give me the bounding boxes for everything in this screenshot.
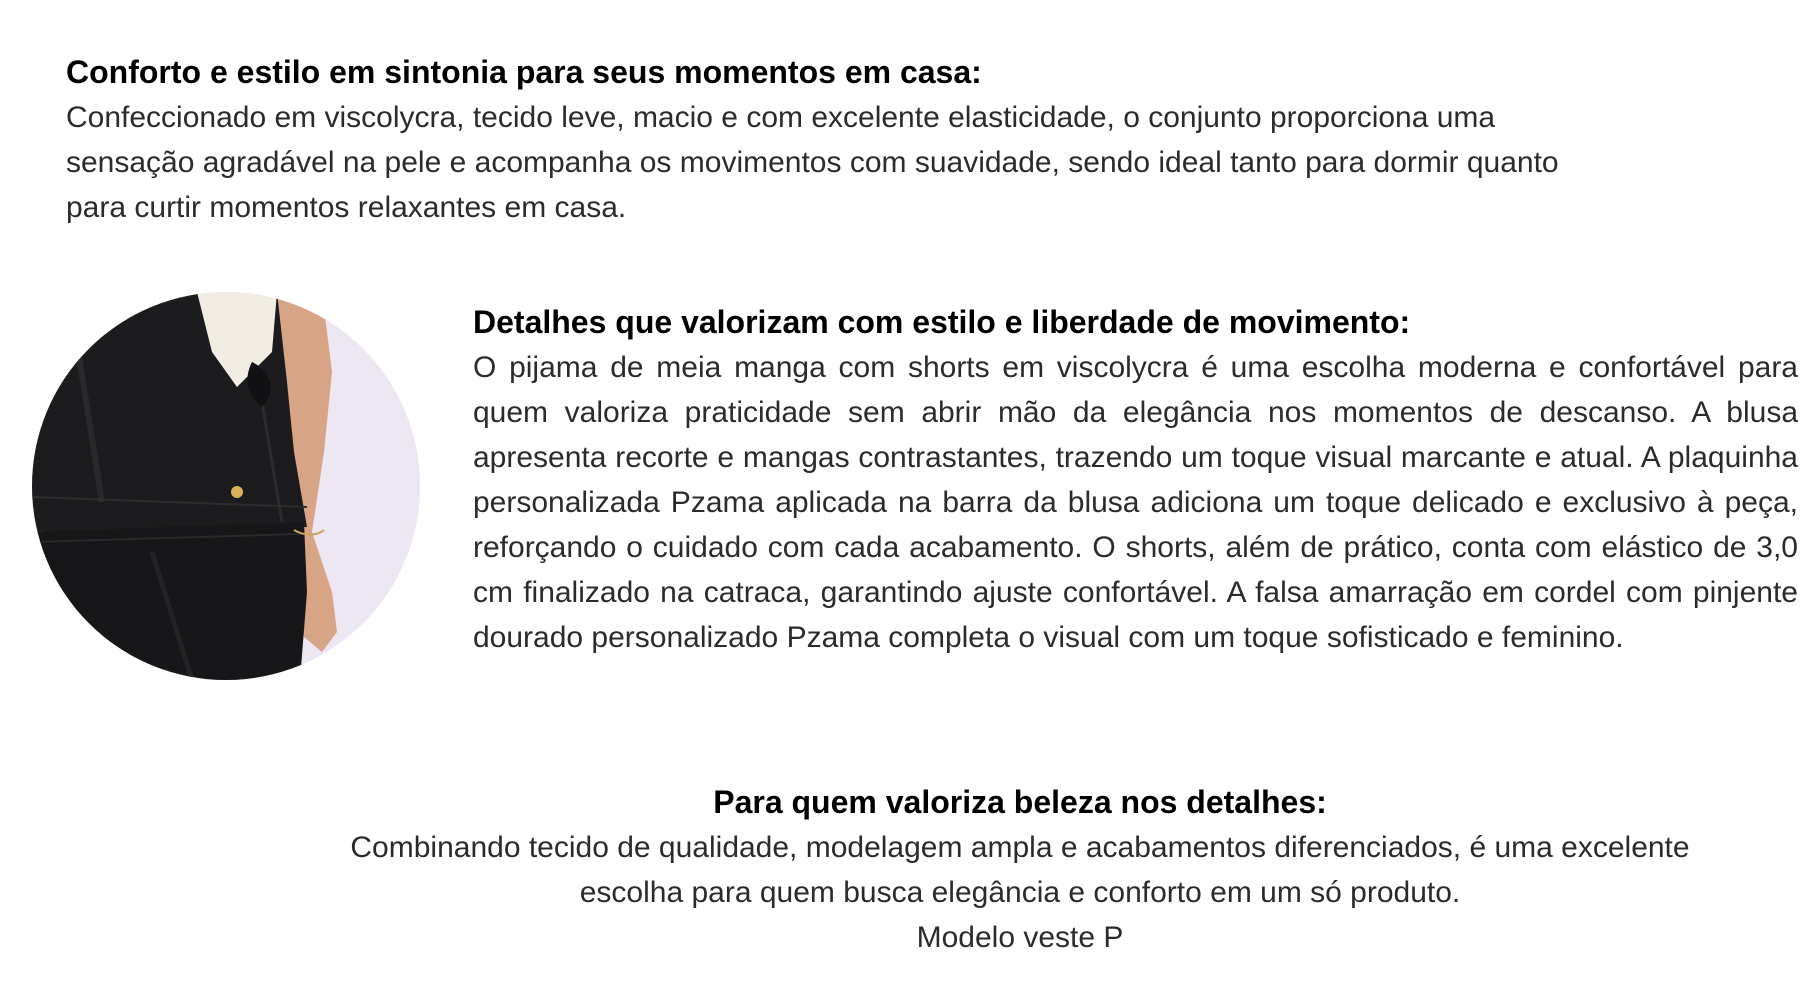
beauty-paragraph: Combinando tecido de qualidade, modelagem ampla e acabamentos diferenciados, é uma excelente escolha para quem busca elegância e conforto em um só produto. — [350, 831, 1690, 909]
details-heading: Detalhes que valorizam com estilo e liberdade de movimento: — [473, 304, 1411, 340]
comfort-section — [66, 50, 1766, 230]
comfort-heading: Conforto e estilo em sintonia para seus momentos em casa: — [66, 54, 982, 90]
beauty-heading: Para quem valoriza beleza nos detalhes: — [713, 784, 1327, 820]
comfort-paragraph: Confeccionado em viscolycra, tecido leve, macio e com excelente elasticidade, o conjunto proporciona uma sensação agradável na pele e acompanha os movimentos com suavidade, sendo ideal tanto para dormir quanto para curtir momentos relaxantes em casa. — [66, 101, 1559, 224]
model-size-note: Modelo veste P — [916, 921, 1124, 954]
product-photo — [32, 292, 420, 680]
beauty-section — [240, 780, 1800, 960]
pajama-model-image — [32, 292, 420, 680]
details-paragraph: O pijama de meia manga com shorts em viscolycra é uma escolha moderna e confortável para quem valoriza praticidade sem abrir mão da elegância nos momentos de descanso. A blusa apresenta recorte e mangas contrastantes, trazendo um toque visual marcante e atual. A plaquinha personalizada Pzama aplicada na barra da blusa adiciona um toque delicado e exclusivo à peça, reforçando o cuidado com cada acabamento. O shorts, além de prático, conta com elástico de 3,0 cm finalizado na catraca, garantindo ajuste confortável. A falsa amarração em cordel com pinjente dourado personalizado Pzama completa o visual com um toque sofisticado e feminino. — [473, 351, 1798, 654]
details-section — [473, 300, 1798, 660]
